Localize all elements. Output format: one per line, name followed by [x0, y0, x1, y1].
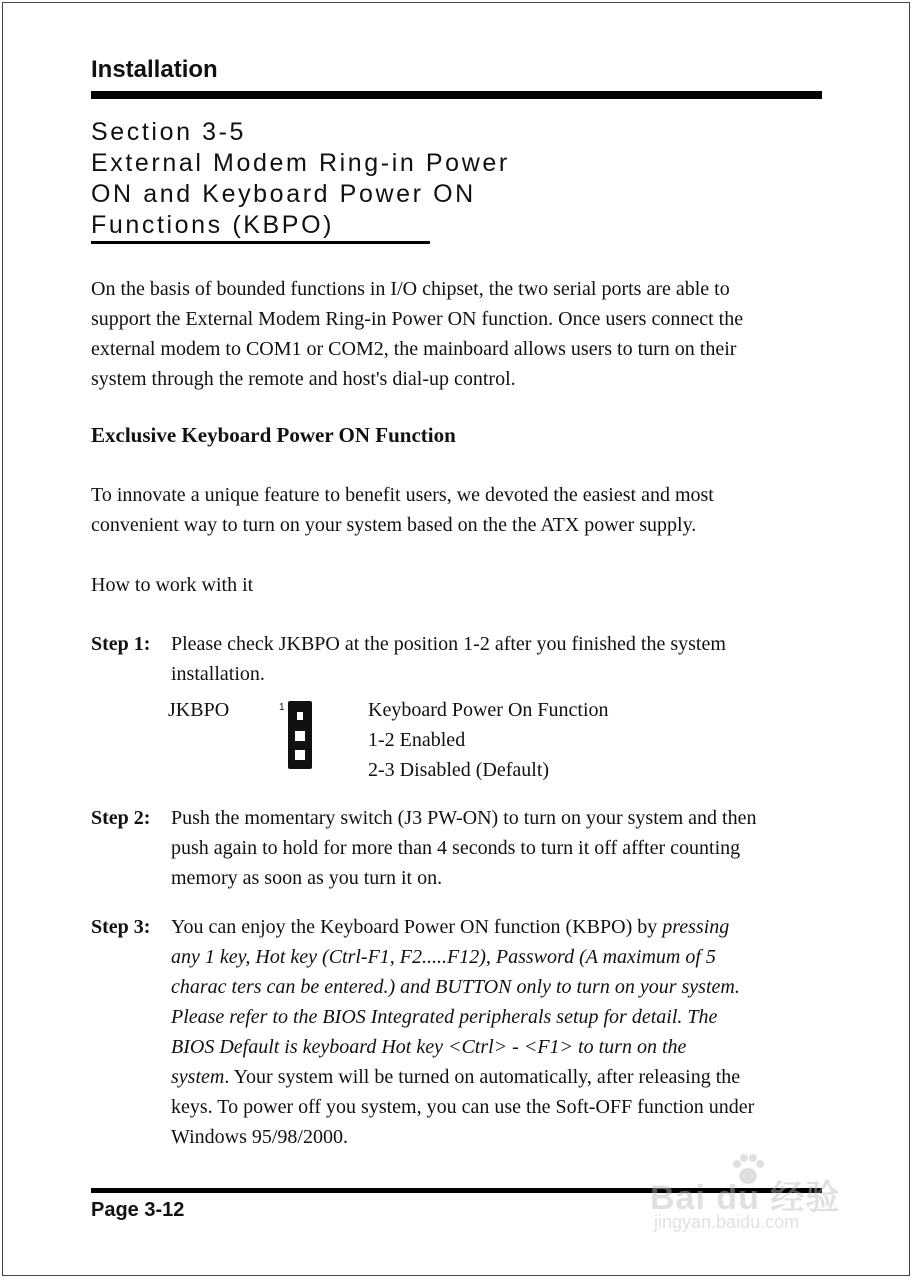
step-1-label: Step 1:: [91, 633, 151, 655]
text-line: system through the remote and host's dial-up control.: [91, 368, 516, 390]
watermark-url: jingyan.baidu.com: [654, 1212, 800, 1232]
text-line: Windows 95/98/2000.: [171, 1126, 348, 1148]
text-run: You can enjoy the Keyboard Power ON function (KBPO) by: [171, 916, 663, 938]
jumper-diagram: [288, 701, 312, 769]
text-line: To innovate a unique feature to benefit users, we devoted the easiest and most: [91, 484, 714, 506]
text-line: BIOS Default is keyboard Hot key <Ctrl> - <F1> to turn on the: [171, 1036, 687, 1058]
jumper-label: JKBPO: [168, 699, 230, 721]
text-line: convenient way to turn on your system based on the the ATX power supply.: [91, 514, 697, 536]
text-line: Please check JKBPO at the position 1-2 after you finished the system: [171, 633, 726, 655]
pin-1: [295, 710, 305, 722]
section-title-line: Section 3-5: [91, 118, 247, 146]
section-title-line: ON and Keyboard Power ON: [91, 180, 476, 208]
section-title: [91, 117, 510, 241]
text-run-italic: system: [171, 1066, 225, 1088]
step-3-body: [171, 912, 821, 1152]
text-line: Please refer to the BIOS Integrated peripherals setup for detail. The: [171, 1006, 718, 1028]
text-line: installation.: [171, 663, 265, 685]
page-number: Page 3-12: [91, 1199, 185, 1221]
text-line: charac ters can be entered.) and BUTTON only to turn on your system.: [171, 976, 740, 998]
pin-2: [295, 731, 305, 741]
pin-one-marker: 1: [279, 702, 285, 713]
text-line: memory as soon as you turn it on.: [171, 867, 443, 889]
watermark: [650, 1150, 860, 1250]
watermark-brand: Bai du 经验: [650, 1179, 841, 1217]
section-title-line: Functions (KBPO): [91, 211, 335, 239]
jumper-option-disabled: 2-3 Disabled (Default): [368, 759, 550, 781]
intro-paragraph: [91, 274, 831, 394]
text-line: any 1 key, Hot key (Ctrl-F1, F2.....F12), Password (A maximum of 5: [171, 946, 716, 968]
step-2-label: Step 2:: [91, 807, 151, 829]
section-title-line: External Modem Ring-in Power: [91, 149, 510, 177]
text-line: keys. To power off you system, you can use the Soft-OFF function under: [171, 1096, 755, 1118]
text-run-italic: pressing: [662, 916, 730, 938]
jumper-desc-title: Keyboard Power On Function: [368, 699, 609, 721]
text-line: external modem to COM1 or COM2, the mainboard allows users to turn on their: [91, 338, 737, 360]
step-3-label: Step 3:: [91, 916, 151, 938]
text-line: push again to hold for more than 4 seconds to turn it off affter counting: [171, 837, 741, 859]
header-title: Installation: [91, 56, 218, 83]
text-line: On the basis of bounded functions in I/O chipset, the two serial ports are able to: [91, 278, 730, 300]
header-rule: [91, 91, 822, 99]
text-line: [171, 912, 821, 942]
innovate-paragraph: [91, 480, 831, 540]
pin-3: [295, 750, 305, 760]
section-title-underline: [91, 241, 430, 244]
how-to-text: How to work with it: [91, 574, 254, 596]
text-line: Push the momentary switch (J3 PW-ON) to turn on your system and then: [171, 807, 757, 829]
jumper-description: [368, 695, 609, 785]
jumper-option-enabled: 1-2 Enabled: [368, 729, 466, 751]
step-2-body: [171, 803, 821, 893]
text-line: [171, 1062, 821, 1092]
subheading: Exclusive Keyboard Power ON Function: [91, 423, 456, 447]
text-run: . Your system will be turned on automatically, after releasing the: [224, 1066, 741, 1088]
text-line: support the External Modem Ring-in Power ON function. Once users connect the: [91, 308, 744, 330]
step-1-body: [171, 629, 821, 689]
